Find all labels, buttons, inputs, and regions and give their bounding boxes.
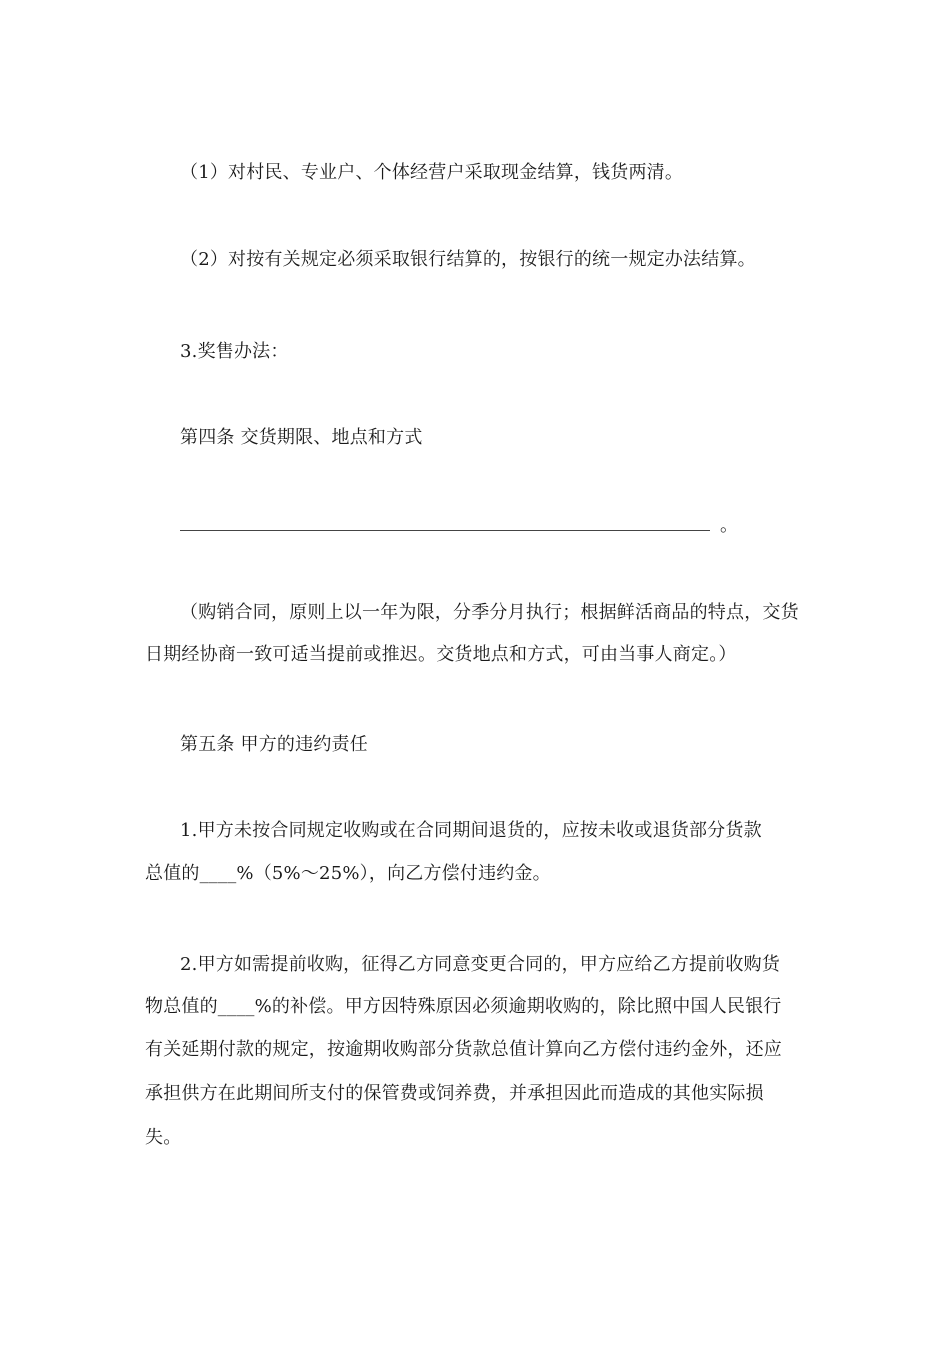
note-line-2: 日期经协商一致可适当提前或推迟。交货地点和方式，可由当事人商定。） — [145, 644, 737, 665]
clause-1-line-1: 1.甲方未按合同规定收购或在合同期间退货的，应按未收或退货部分货款 — [180, 820, 762, 841]
clause-2-line-1: 2.甲方如需提前收购，征得乙方同意变更合同的，甲方应给乙方提前收购货 — [180, 954, 780, 975]
reward-sale-item: 3.奖售办法： — [180, 341, 289, 362]
article-5-heading: 第五条 甲方的违约责任 — [180, 734, 368, 755]
clause-2-line-2: 物总值的____%的补偿。甲方因特殊原因必须逾期收购的，除比照中国人民银行 — [145, 996, 782, 1017]
clause-2-line-5: 失。 — [145, 1127, 182, 1148]
note-line-1: （购销合同，原则上以一年为限，分季分月执行；根据鲜活商品的特点，交货 — [180, 602, 799, 623]
fill-in-blank-line — [180, 516, 738, 536]
clause-2-line-4: 承担供方在此期间所支付的保管费或饲养费，并承担因此而造成的其他实际损 — [145, 1083, 764, 1104]
payment-item-2: （2）对按有关规定必须采取银行结算的，按银行的统一规定办法结算。 — [180, 249, 756, 270]
clause-1-line-2: 总值的____%（5%～25%），向乙方偿付违约金。 — [145, 863, 551, 884]
payment-item-1: （1）对村民、专业户、个体经营户采取现金结算，钱货两清。 — [180, 162, 684, 183]
clause-2-line-3: 有关延期付款的规定，按逾期收购部分货款总值计算向乙方偿付违约金外，还应 — [145, 1039, 782, 1060]
article-4-heading: 第四条 交货期限、地点和方式 — [180, 427, 423, 448]
blank-underline — [180, 516, 710, 531]
blank-line-period: 。 — [720, 515, 739, 536]
